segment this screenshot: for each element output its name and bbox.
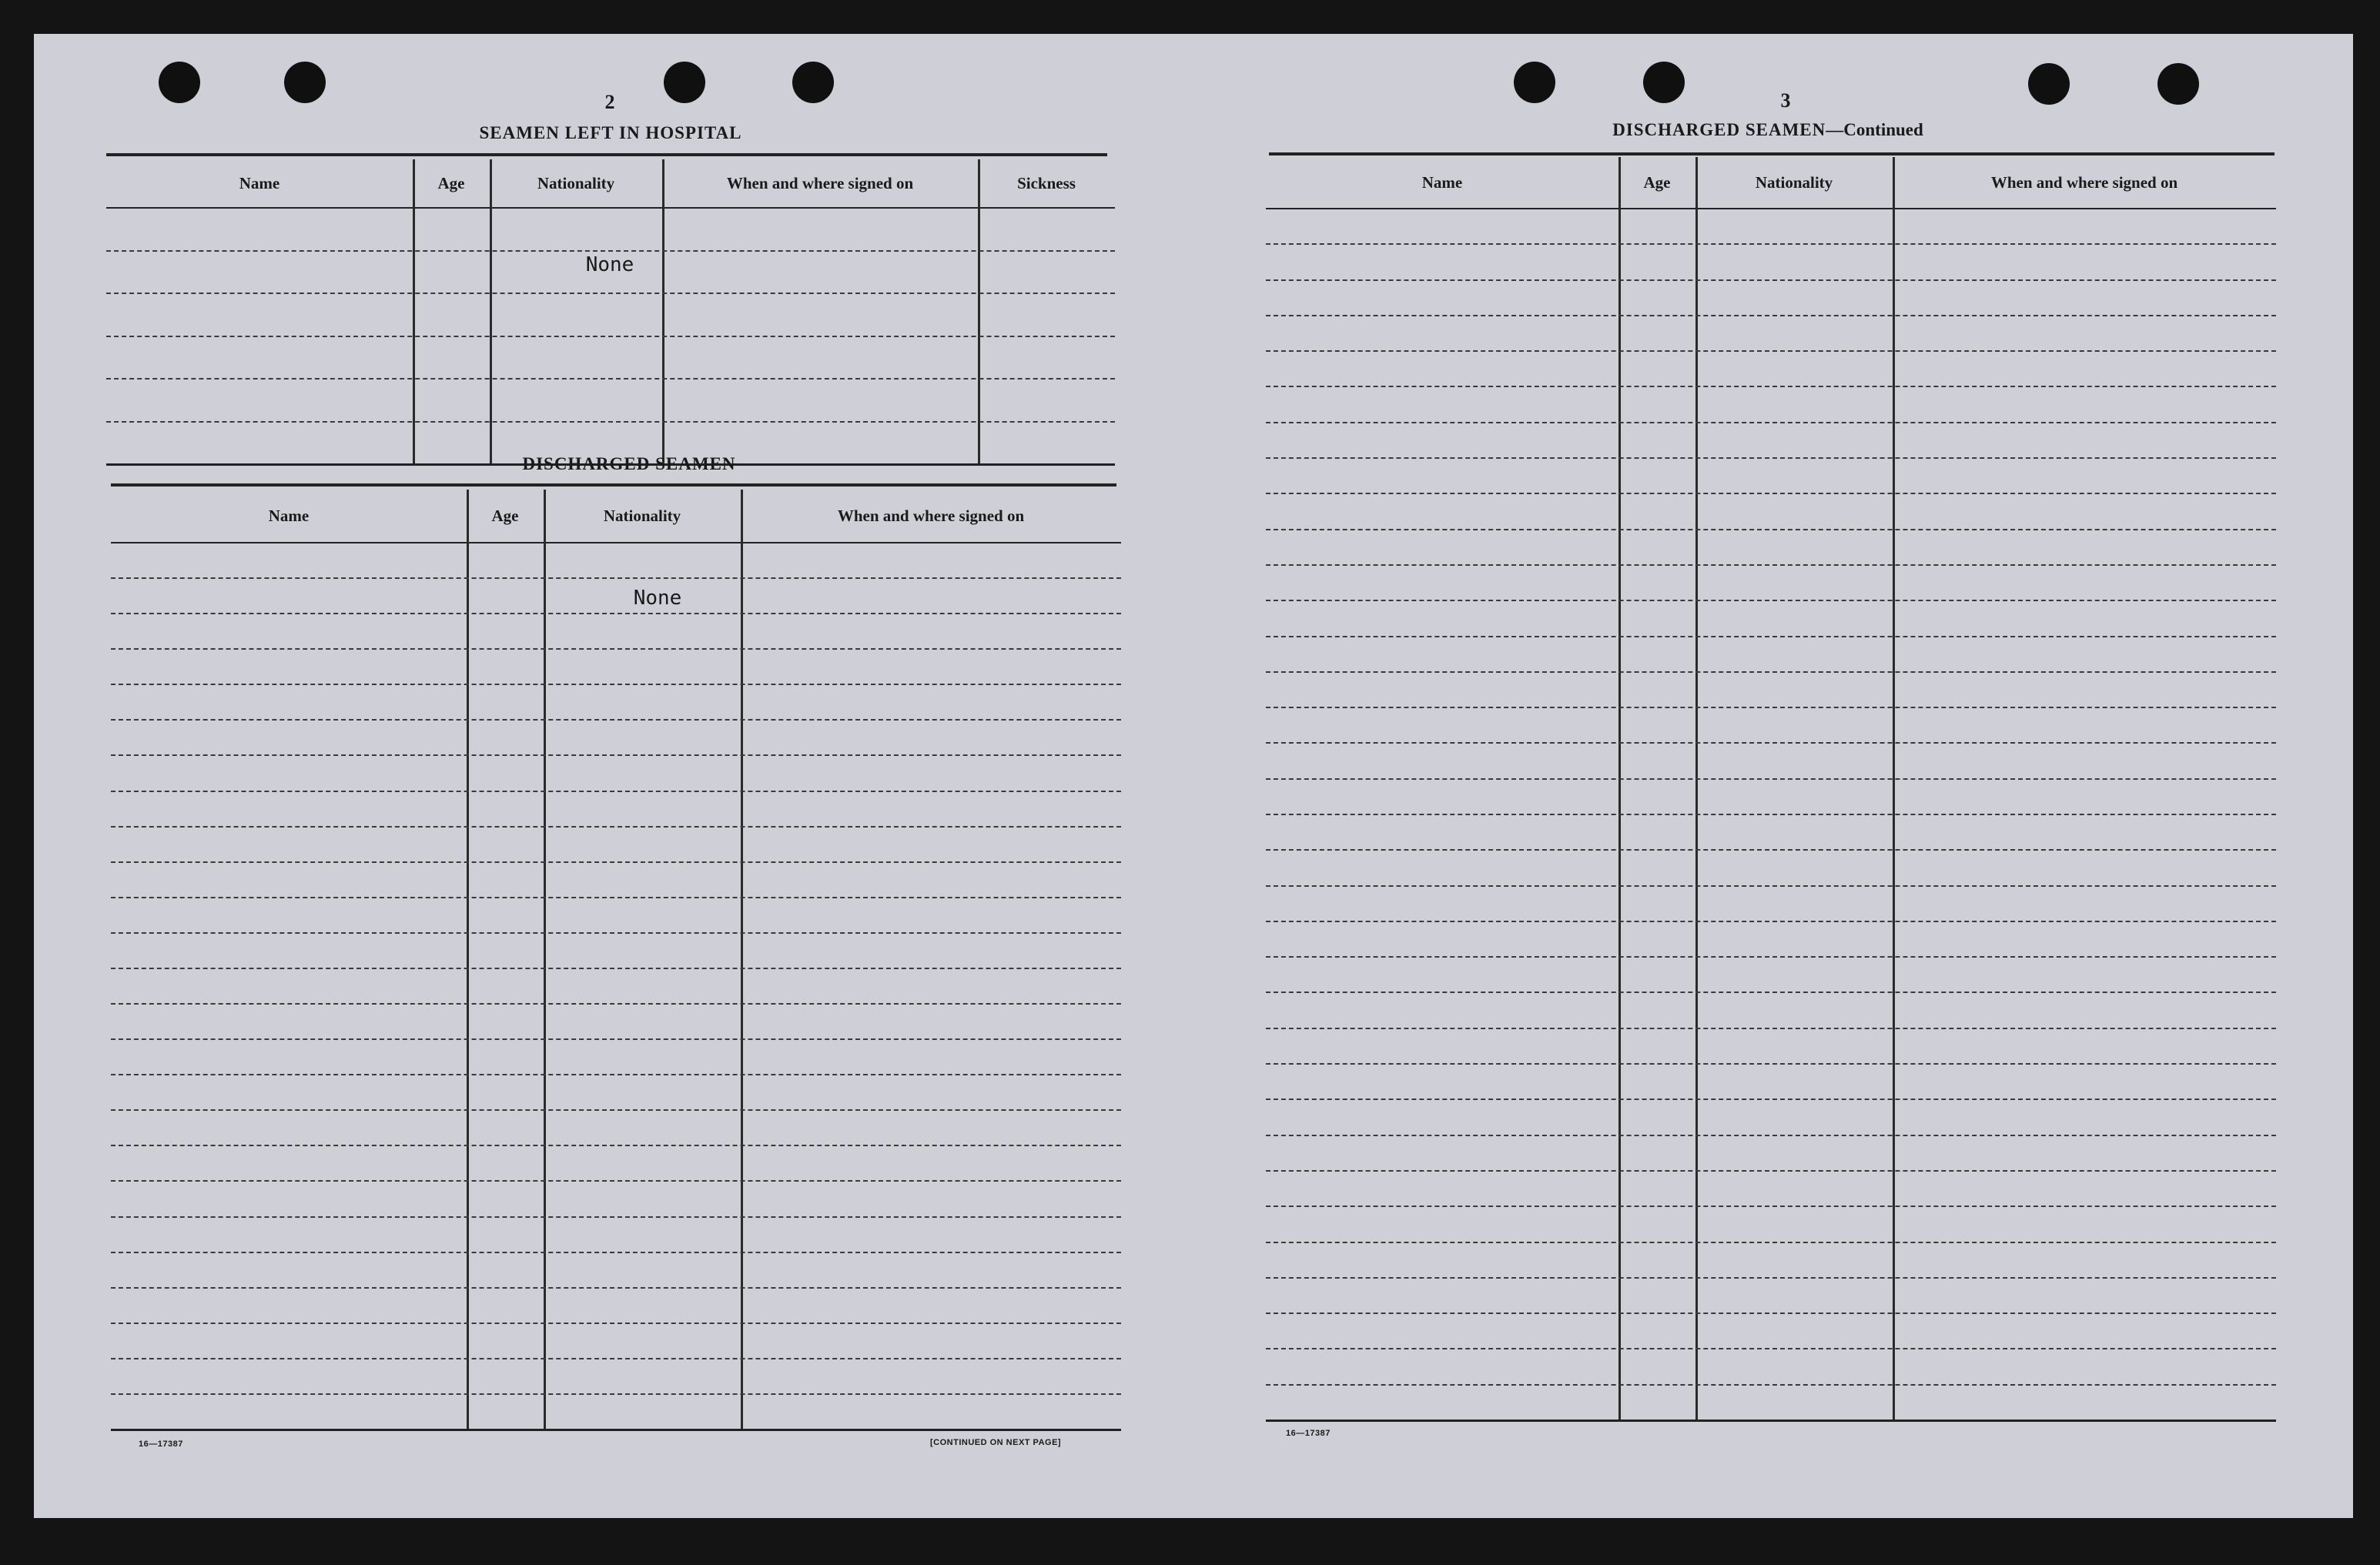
- table-row: [1266, 671, 2276, 673]
- table-row: [1266, 529, 2276, 530]
- table-row: [1266, 778, 2276, 780]
- form-number-right: 16—17387: [1286, 1429, 1331, 1438]
- column-divider: [413, 159, 415, 463]
- punch-hole: [159, 62, 200, 103]
- table-row: [1266, 921, 2276, 922]
- table-row: [1266, 1099, 2276, 1100]
- table-row: [1266, 636, 2276, 637]
- table-row: [1266, 493, 2276, 494]
- table-row: [111, 1358, 1121, 1359]
- table-row: [111, 1180, 1121, 1182]
- punch-hole: [284, 62, 326, 103]
- column-header-signed-on: When and where signed on: [837, 506, 1025, 525]
- table-row: [1266, 1135, 2276, 1136]
- table-row: [1266, 814, 2276, 815]
- page-bottom-rule: [1266, 1420, 2276, 1422]
- table-row: [1266, 386, 2276, 387]
- hospital-section-title: SEAMEN LEFT IN HOSPITAL: [479, 123, 742, 142]
- discharged-continued-title: [1612, 120, 1923, 140]
- table-row: [111, 968, 1121, 969]
- punch-hole: [1643, 62, 1685, 103]
- column-header-signed-on: When and where signed on: [1990, 172, 2178, 192]
- discharged-continued-table: [1266, 157, 2276, 1420]
- column-header-name: Name: [239, 173, 280, 192]
- column-divider: [1893, 157, 1895, 1420]
- table-row: [111, 648, 1121, 650]
- column-header-age: Age: [1643, 172, 1671, 192]
- column-divider: [1618, 157, 1621, 1420]
- table-row: [1266, 742, 2276, 744]
- table-row: [111, 1252, 1121, 1253]
- table-row: [1266, 1206, 2276, 1207]
- table-row: [1266, 1384, 2276, 1386]
- table-row: [111, 1393, 1121, 1395]
- table-row: [111, 1145, 1121, 1146]
- table-row: [106, 336, 1115, 337]
- table-row: [1266, 457, 2276, 459]
- table-row: [1266, 1313, 2276, 1314]
- table-row: [1266, 1028, 2276, 1029]
- table-row: [1266, 600, 2276, 601]
- table-row: [111, 932, 1121, 934]
- discharged-table-header: [111, 490, 1121, 543]
- nationality-value: None: [633, 587, 682, 610]
- punch-hole: [1514, 62, 1555, 103]
- column-header-age: Age: [491, 506, 519, 525]
- form-sheet: [34, 34, 2353, 1518]
- discharged-section-title: DISCHARGED SEAMEN: [522, 454, 736, 473]
- column-header-nationality: Nationality: [603, 506, 681, 525]
- table-row: [106, 293, 1115, 294]
- table-row: [1266, 1242, 2276, 1243]
- table-row: [1266, 1063, 2276, 1065]
- table-row: [111, 861, 1121, 863]
- table-row: [1266, 1170, 2276, 1172]
- table-row: [111, 1038, 1121, 1040]
- form-number-left: 16—17387: [139, 1440, 183, 1449]
- table-row: [1266, 1348, 2276, 1349]
- title-rule: [106, 153, 1107, 156]
- title-suffix: —Continued: [1826, 120, 1923, 139]
- continued-note: [CONTINUED ON NEXT PAGE]: [930, 1438, 1062, 1447]
- page-number-left: 2: [604, 91, 615, 113]
- table-row: [1266, 992, 2276, 993]
- table-row: [1266, 564, 2276, 566]
- column-header-nationality: Nationality: [537, 173, 615, 192]
- table-row: [1266, 1277, 2276, 1279]
- table-row: [1266, 956, 2276, 958]
- column-divider: [1695, 157, 1698, 1420]
- title-rule: [111, 483, 1116, 487]
- nationality-value: None: [585, 253, 634, 276]
- table-row: [1266, 350, 2276, 352]
- punch-hole: [2028, 63, 2070, 105]
- table-row: [106, 250, 1115, 252]
- title-main: DISCHARGED SEAMEN: [1612, 120, 1826, 139]
- discharged-table: [111, 490, 1121, 1429]
- table-row: [111, 719, 1121, 721]
- hospital-table-header: [106, 159, 1115, 209]
- punch-hole: [2157, 63, 2199, 105]
- page-number-right: 3: [1780, 89, 1791, 112]
- column-header-sickness: Sickness: [1017, 173, 1076, 192]
- table-row: [1266, 422, 2276, 423]
- punch-hole: [792, 62, 834, 103]
- column-header-nationality: Nationality: [1755, 172, 1833, 192]
- column-divider: [978, 159, 980, 463]
- table-row: [111, 1109, 1121, 1111]
- table-row: [1266, 849, 2276, 851]
- table-row: [1266, 279, 2276, 281]
- table-row: [111, 1216, 1121, 1218]
- table-row: [111, 791, 1121, 792]
- column-header-name: Name: [1421, 172, 1463, 192]
- table-row: [106, 378, 1115, 380]
- table-row: [111, 1074, 1121, 1075]
- table-row: [1266, 885, 2276, 887]
- hospital-table: [106, 159, 1115, 463]
- table-row: [111, 897, 1121, 898]
- table-row: [111, 1003, 1121, 1005]
- title-rule: [1269, 152, 2275, 155]
- column-header-age: Age: [437, 173, 465, 192]
- table-row: [1266, 243, 2276, 245]
- column-divider: [662, 159, 664, 463]
- continued-table-header: [1266, 157, 2276, 209]
- table-row: [111, 754, 1121, 756]
- table-row: [111, 613, 1121, 614]
- column-header-name: Name: [268, 506, 310, 525]
- table-row: [111, 1287, 1121, 1289]
- table-row: [111, 577, 1121, 579]
- table-row: [1266, 707, 2276, 708]
- table-row: [106, 421, 1115, 423]
- column-divider: [490, 159, 492, 463]
- table-row: [111, 826, 1121, 828]
- table-row: [111, 1323, 1121, 1324]
- punch-hole: [664, 62, 705, 103]
- column-header-signed-on: When and where signed on: [726, 173, 914, 192]
- table-row: [111, 684, 1121, 685]
- table-row: [1266, 315, 2276, 316]
- page-bottom-rule: [111, 1429, 1121, 1431]
